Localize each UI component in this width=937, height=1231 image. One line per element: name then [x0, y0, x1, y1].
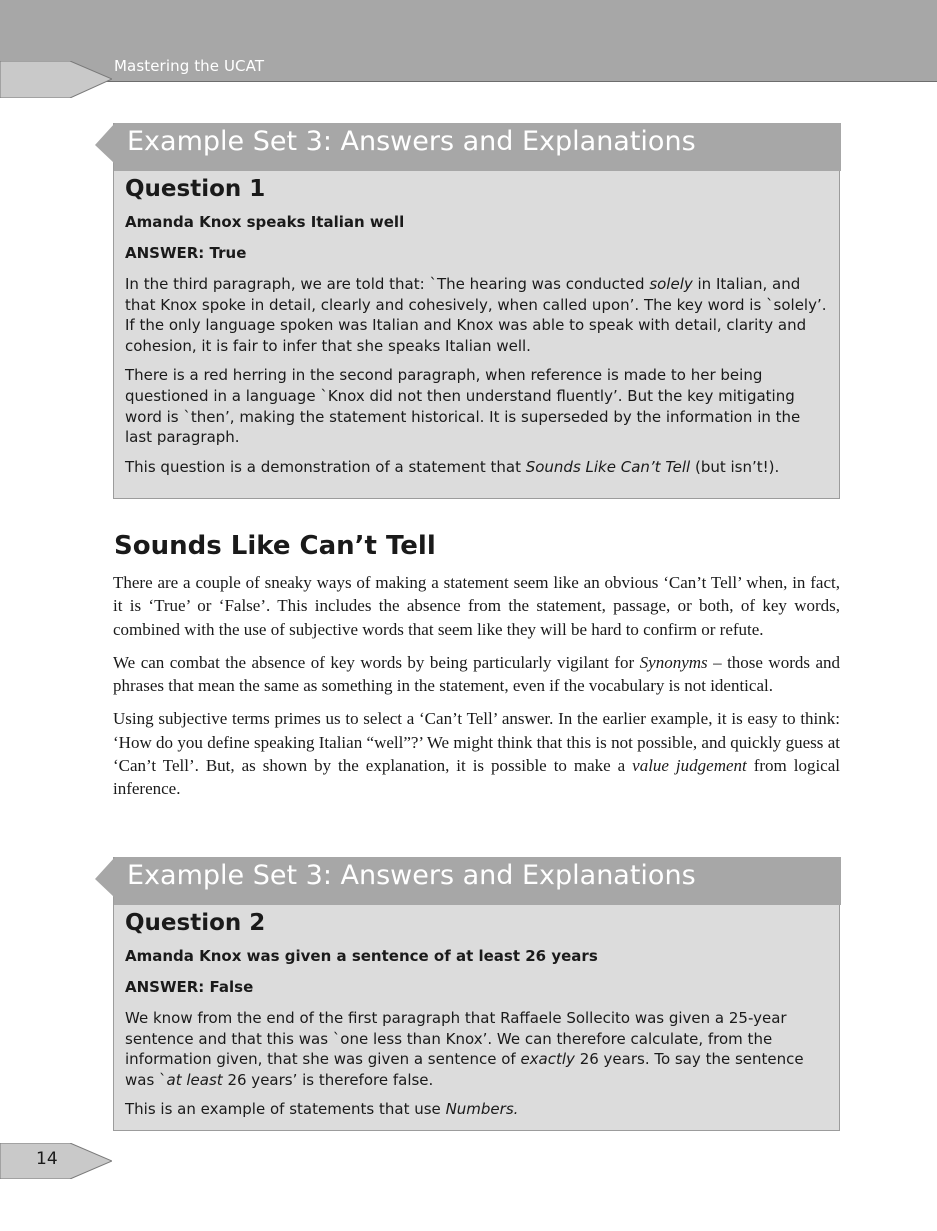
- box-title: Example Set 3: Answers and Explanations: [127, 860, 696, 891]
- answer-label: ANSWER: True: [125, 244, 247, 262]
- question-statement: Amanda Knox was given a sentence of at least 26 years: [125, 947, 598, 965]
- body-paragraph: There are a couple of sneaky ways of making a statement seem like an obvious ‘Can’t Tell’ when, in fact, it is ‘True’ or ‘False’. This includes the absence from the statement, passage, or both, of key words, combined with the use of subjective words that seem like they will be hard to confirm or refute.: [113, 573, 840, 639]
- answer-box-2: [113, 857, 840, 1131]
- explanation-paragraph: In the third paragraph, we are told that: `The hearing was conducted solely in Italian, and that Knox spoke in detail, clearly and cohesively, when called upon’. The key word is `solely’. If the only language spoken was Italian and Knox was able to speak with detail, clarity and cohesion, it is fair to infer that she speaks Italian well.: [125, 275, 827, 355]
- question-statement: Amanda Knox speaks Italian well: [125, 213, 405, 231]
- question-title: Question 2: [125, 910, 266, 936]
- box-content: [125, 176, 829, 486]
- header-tab-shape: [0, 61, 112, 98]
- section-heading: Sounds Like Can’t Tell: [114, 531, 436, 561]
- page-number: 14: [36, 1149, 58, 1169]
- box-title: Example Set 3: Answers and Explanations: [127, 126, 696, 157]
- running-title: Mastering the UCAT: [114, 57, 265, 75]
- question-title: Question 1: [125, 176, 266, 202]
- answer-box-1: [113, 123, 840, 499]
- answer-label: ANSWER: False: [125, 978, 254, 996]
- body-paragraph: Using subjective terms primes us to select a ‘Can’t Tell’ answer. In the earlier example, it is easy to think: ‘How do you define speaking Italian “well”?’ We might think that this is not possible, and quickly guess at ‘Can’t Tell’. But, as shown by the explanation, it is possible to make a value judgement from logical inference.: [113, 709, 840, 799]
- explanation-paragraph: This is an example of statements that use Numbers.: [125, 1100, 519, 1119]
- box-content: [125, 910, 829, 1129]
- explanation-paragraph: This question is a demonstration of a statement that Sounds Like Can’t Tell (but isn’t!).: [125, 457, 780, 476]
- explanation-paragraph: There is a red herring in the second paragraph, when reference is made to her being questioned in a language `Knox did not then understand fluently’. But the key mitigating word is `then’, making the statement historical. It is superseded by the information in the last paragraph.: [125, 366, 801, 447]
- explanation-paragraph: We know from the end of the first paragraph that Raffaele Sollecito was given a 25-year sentence and that this was `one less than Knox’. We can therefore calculate, from the information given, that she was given a sentence of exactly 26 years. To say the sentence was `at least 26 years’ is therefore false.: [125, 1009, 804, 1089]
- body-paragraph: We can combat the absence of key words by being particularly vigilant for Synonyms – those words and phrases that mean the same as something in the statement, even if the vocabulary is not identical.: [113, 652, 840, 696]
- section-body: [113, 571, 840, 811]
